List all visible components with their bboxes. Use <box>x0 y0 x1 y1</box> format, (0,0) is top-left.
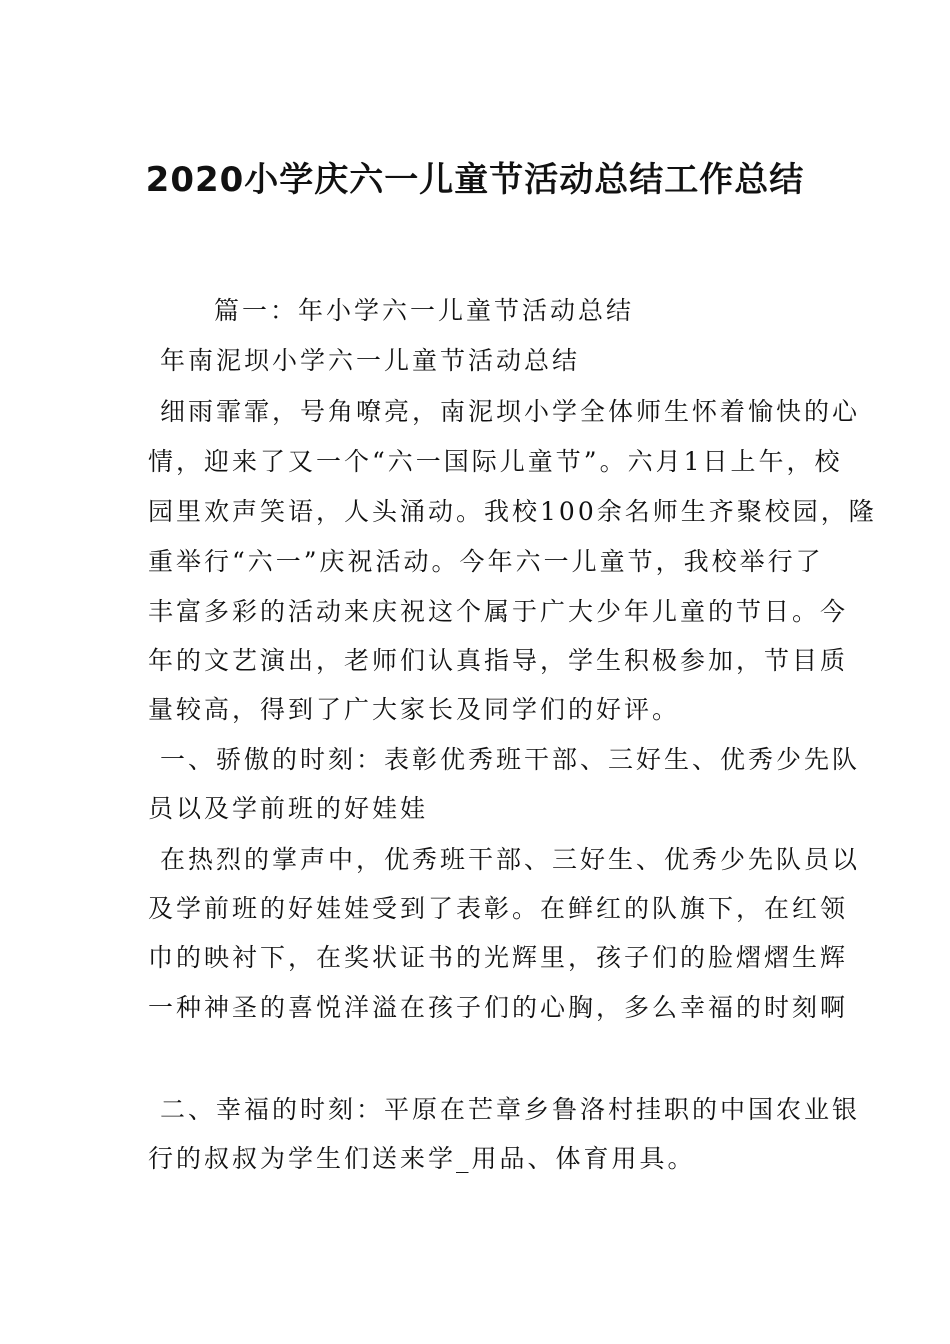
paragraph-line: 及学前班的好娃娃受到了表彰。在鲜红的队旗下，在红领 <box>148 894 849 923</box>
section-heading-line: 二、幸福的时刻：平原在芒章乡鲁洛村挂职的中国农业银 <box>160 1095 861 1124</box>
section-heading-line: 行的叔叔为学生们送来学_用品、体育用具。 <box>148 1144 696 1173</box>
section-heading-line: 一、骄傲的时刻：表彰优秀班干部、三好生、优秀少先队 <box>160 745 861 774</box>
paragraph-line: 丰富多彩的活动来庆祝这个属于广大少年儿童的节日。今 <box>148 597 849 626</box>
paragraph-line: 年的文艺演出，老师们认真指导，学生积极参加，节目质 <box>148 646 849 675</box>
section-heading: 篇一：年小学六一儿童节活动总结 <box>214 296 635 325</box>
paragraph-line: 巾的映衬下，在奖状证书的光辉里，孩子们的脸熠熠生辉 <box>148 943 849 972</box>
paragraph-line: 量较高，得到了广大家长及同学们的好评。 <box>148 695 681 724</box>
paragraph-line: 细雨霏霏，号角嘹亮，南泥坝小学全体师生怀着愉快的心 <box>160 397 861 426</box>
paragraph-line: 重举行“六一”庆祝活动。今年六一儿童节，我校举行了 <box>148 547 824 576</box>
document-title: 2020小学庆六一儿童节活动总结工作总结 <box>145 160 805 200</box>
subtitle: 年南泥坝小学六一儿童节活动总结 <box>160 346 581 375</box>
paragraph-line: 在热烈的掌声中，优秀班干部、三好生、优秀少先队员以 <box>160 845 861 874</box>
paragraph-line: 园里欢声笑语，人头涌动。我校100余名师生齐聚校园，隆 <box>148 497 877 526</box>
section-heading-line: 员以及学前班的好娃娃 <box>148 794 429 823</box>
paragraph-line: 一种神圣的喜悦洋溢在孩子们的心胸，多么幸福的时刻啊 <box>148 993 849 1022</box>
paragraph-line: 情，迎来了又一个“六一国际儿童节”。六月1日上午，校 <box>148 447 843 476</box>
